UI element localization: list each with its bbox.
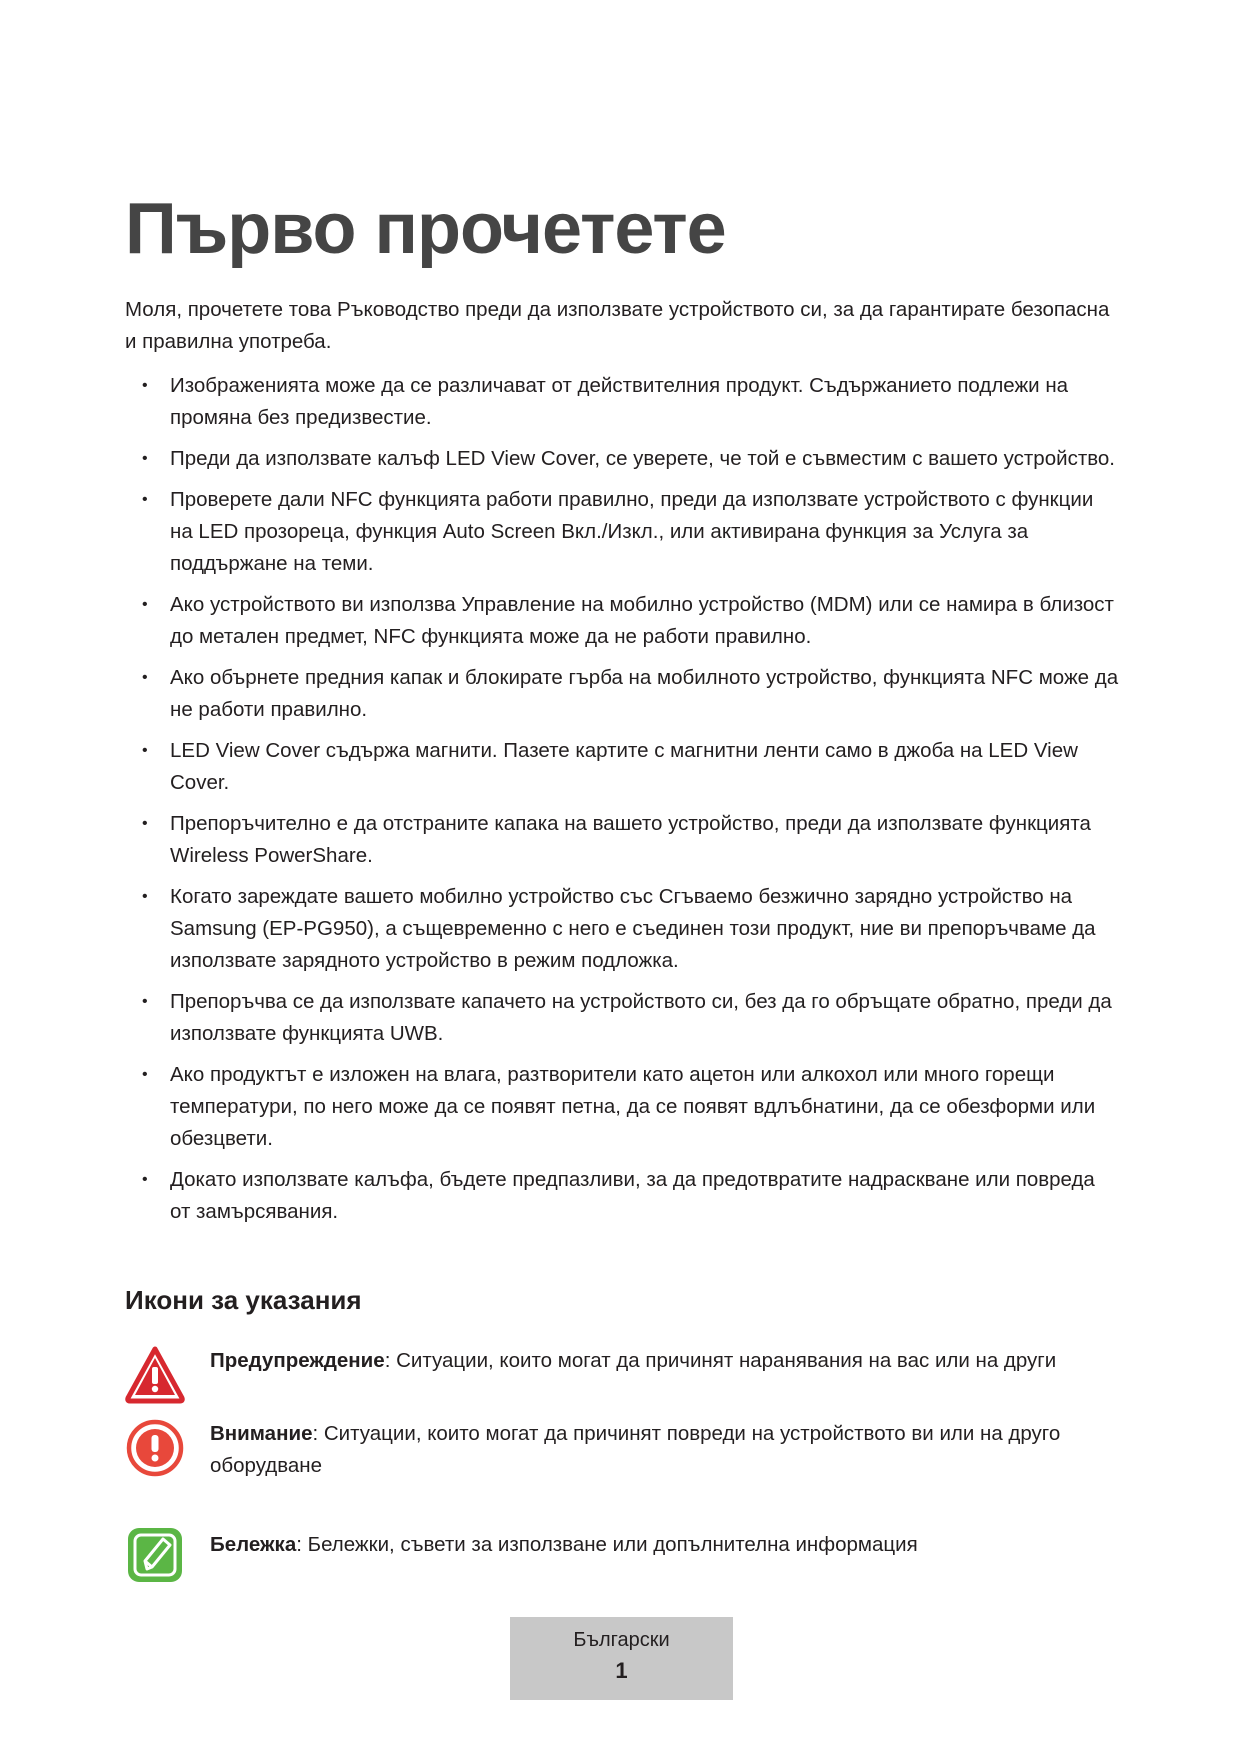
bullet-icon: • xyxy=(142,596,148,613)
list-item xyxy=(125,484,1120,580)
notice-list xyxy=(125,370,1120,1237)
page-footer xyxy=(510,1617,733,1700)
warning-label: Предупреждение xyxy=(210,1349,385,1372)
bullet-icon: • xyxy=(142,993,148,1010)
warning-text xyxy=(210,1345,1120,1377)
bullet-icon: • xyxy=(142,1171,148,1188)
footer-language: Български xyxy=(573,1629,670,1651)
list-item xyxy=(125,443,1120,475)
caution-label: Внимание xyxy=(210,1422,313,1445)
list-item-text: Когато зареждате вашето мобилно устройство със Сгъваемо безжично зарядно устройство на Samsung (EP-PG950), а същевременно с него е съединен този продукт, ние ви препоръчваме да използвате зарядното устройство в режим подложка. xyxy=(170,885,1096,972)
list-item-text: Препоръчително е да отстраните капака на вашето устройство, преди да използвате функцията Wireless PowerShare. xyxy=(170,812,1091,867)
list-item-text: LED View Cover съдържа магнити. Пазете картите с магнитни ленти само в джоба на LED View Cover. xyxy=(170,739,1078,794)
list-item-text: Ако устройството ви използва Управление на мобилно устройство (MDM) или се намира в близост до метален предмет, NFC функцията може да не работи правилно. xyxy=(170,593,1114,648)
bullet-icon: • xyxy=(142,669,148,686)
caution-circle-icon xyxy=(125,1418,185,1478)
bullet-icon: • xyxy=(142,450,148,467)
warning-triangle-icon xyxy=(125,1345,185,1405)
list-item xyxy=(125,662,1120,726)
list-item-text: Проверете дали NFC функцията работи правилно, преди да използвате устройството с функции на LED прозореца, функция Auto Screen Вкл./Изкл., или активирана функция за Услуга за поддържане на теми. xyxy=(170,488,1094,575)
list-item-text: Препоръчва се да използвате капачето на устройството си, без да го обръщате обратно, преди да използвате функцията UWB. xyxy=(170,990,1112,1045)
intro-paragraph: Моля, прочетете това Ръководство преди да използвате устройството си, за да гарантирате безопасна и правилна употреба. xyxy=(125,298,1110,353)
list-item xyxy=(125,735,1120,799)
page-number: 1 xyxy=(615,1658,628,1683)
bullet-icon: • xyxy=(142,1066,148,1083)
icons-section-heading: Икони за указания xyxy=(125,1285,362,1315)
note-label: Бележка xyxy=(210,1533,297,1556)
list-item-text: Ако обърнете предния капак и блокирате гърба на мобилното устройство, функцията NFC може да не работи правилно. xyxy=(170,666,1119,721)
caution-description: : Ситуации, които могат да причинят повреди на устройството ви или на друго оборудване xyxy=(210,1422,1061,1477)
list-item-text: Преди да използвате калъф LED View Cover, се уверете, че той е съвместим с вашето устройство. xyxy=(170,447,1115,470)
list-item xyxy=(125,370,1120,434)
list-item-text: Докато използвате калъфа, бъдете предпазливи, за да предотвратите надраскване или повреда от замърсявания. xyxy=(170,1168,1095,1223)
bullet-icon: • xyxy=(142,888,148,905)
note-description: : Бележки, съвети за използване или допълнителна информация xyxy=(296,1533,918,1556)
list-item-text: Изображенията може да се различават от действителния продукт. Съдържанието подлежи на промяна без предизвестие. xyxy=(170,374,1069,429)
note-text xyxy=(210,1529,1120,1561)
list-item xyxy=(125,589,1120,653)
list-item xyxy=(125,881,1120,977)
bullet-icon: • xyxy=(142,377,148,394)
bullet-icon: • xyxy=(142,742,148,759)
warning-description: : Ситуации, които могат да причинят наранявания на вас или на други xyxy=(384,1349,1057,1372)
bullet-icon: • xyxy=(142,815,148,832)
list-item-text: Ако продуктът е изложен на влага, разтворители като ацетон или алкохол или много горещи температури, по него може да се появят петна, да се появят вдлъбнатини, да се обезформи или обезцвети. xyxy=(170,1063,1096,1150)
bullet-icon: • xyxy=(142,491,148,508)
page-title: Първо прочетете xyxy=(125,189,726,269)
list-item xyxy=(125,1059,1120,1155)
caution-text xyxy=(210,1418,1120,1482)
list-item xyxy=(125,1164,1120,1228)
list-item xyxy=(125,986,1120,1050)
list-item xyxy=(125,808,1120,872)
note-pen-icon xyxy=(125,1525,185,1585)
